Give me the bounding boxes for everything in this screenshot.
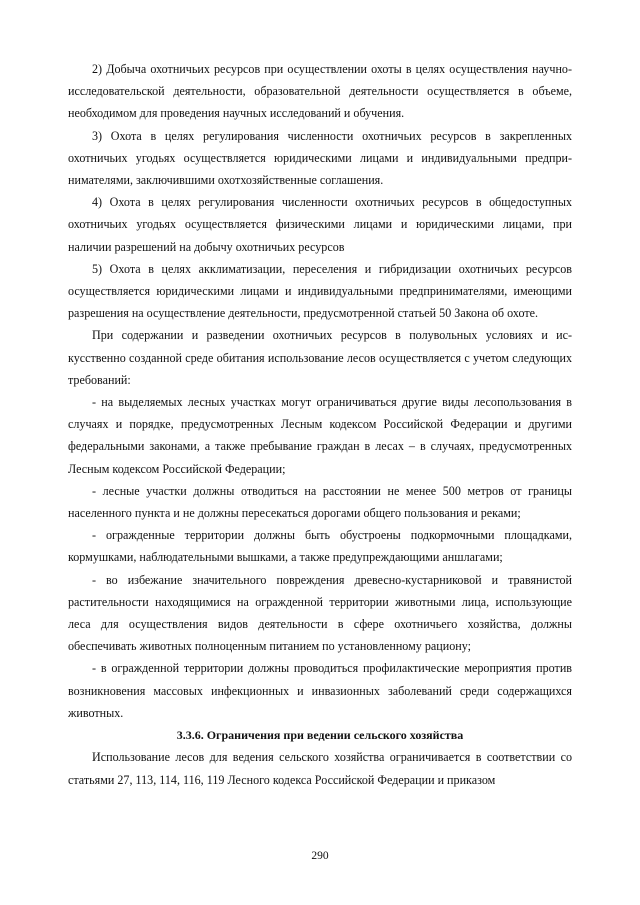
list-item-fenced-equipment: - огражденные территории должны быть обустроены подкормочными площадками, кормушками, наблюдательными вышками, а также предупреждающими аншлагами; [68, 528, 572, 565]
paragraph-semi-free-requirements: При содержании и разведении охотничьих ресурсов в полувольных условиях и искусственно созданной среде обитания использование лесов осуществляется с учетом следующих требований: [68, 328, 572, 387]
paragraph-agriculture-restrictions: Использование лесов для ведения сельского хозяйства ограничивается в соответствии со статьями 27, 113, 114, 116, 119 Лесного кодекса Российской Федерации и приказом [68, 750, 572, 787]
list-item-feeding-ration: - во избежание значительного повреждения древесно-кустарниковой и травянистой растительности находящимися на огражденной территории животными лица, использующие леса для осуществления видов деятельности в сфере охотничьего хозяйства, должны обеспечивать животных полноценным питанием по установленному рациону; [68, 572, 572, 654]
section-heading: 3.3.6. Ограничения при ведении сельского хозяйства [176, 728, 464, 743]
list-item-disease-prevention: - в огражденной территории должны проводиться профилактические мероприятия против возникновения массовых инфекционных и инвазионных заболеваний среди содержащихся животных. [68, 661, 572, 720]
page-content [68, 58, 572, 791]
list-item-distance-500m: - лесные участки должны отводиться на расстоянии не менее 500 метров от границы населенного пункта и не должны пересекаться дорогами общего пользования и реками; [68, 483, 572, 521]
page-number: 290 [311, 850, 329, 862]
paragraph-hunting-public-grounds: 4) Охота в целях регулирования численности охотничьих ресурсов в общедоступных охотничьих угодьях осуществляется физическими лицами и юридическими лицами, при наличии разрешений на добычу охотничьих ресурсов [68, 195, 572, 254]
paragraph-hunting-fixed-grounds: 3) Охота в целях регулирования численности охотничьих ресурсов в закрепленных охотничьих угодьях осуществляется юридическими лицами и индивидуальными предпринимателями, заключившими охотхозяйственные соглашения. [68, 128, 572, 188]
paragraph-hunting-acclimatization: 5) Охота в целях акклиматизации, переселения и гибридизации охотничьих ресурсов осуществляется юридическими лицами и индивидуальными предпринимателями, имеющими разрешения на осуществление деятельности, предусмотренной статьей 50 Закона об охоте. [68, 261, 572, 321]
paragraph-hunting-research: 2) Добыча охотничьих ресурсов при осуществлении охоты в целях осуществления научно-исследовательской деятельности, образовательной деятельности осуществляется в объеме, необходимом для проведения научных исследований и обучения. [68, 62, 572, 121]
list-item-limit-forest-use: - на выделяемых лесных участках могут ограничиваться другие виды лесопользования в случаях и порядке, предусмотренных Лесным кодексом Российской Федерации и другими федеральными законами, а также пребывание граждан в лесах – в случаях, предусмотренных Лесным кодексом Российской Федерации; [68, 395, 572, 476]
